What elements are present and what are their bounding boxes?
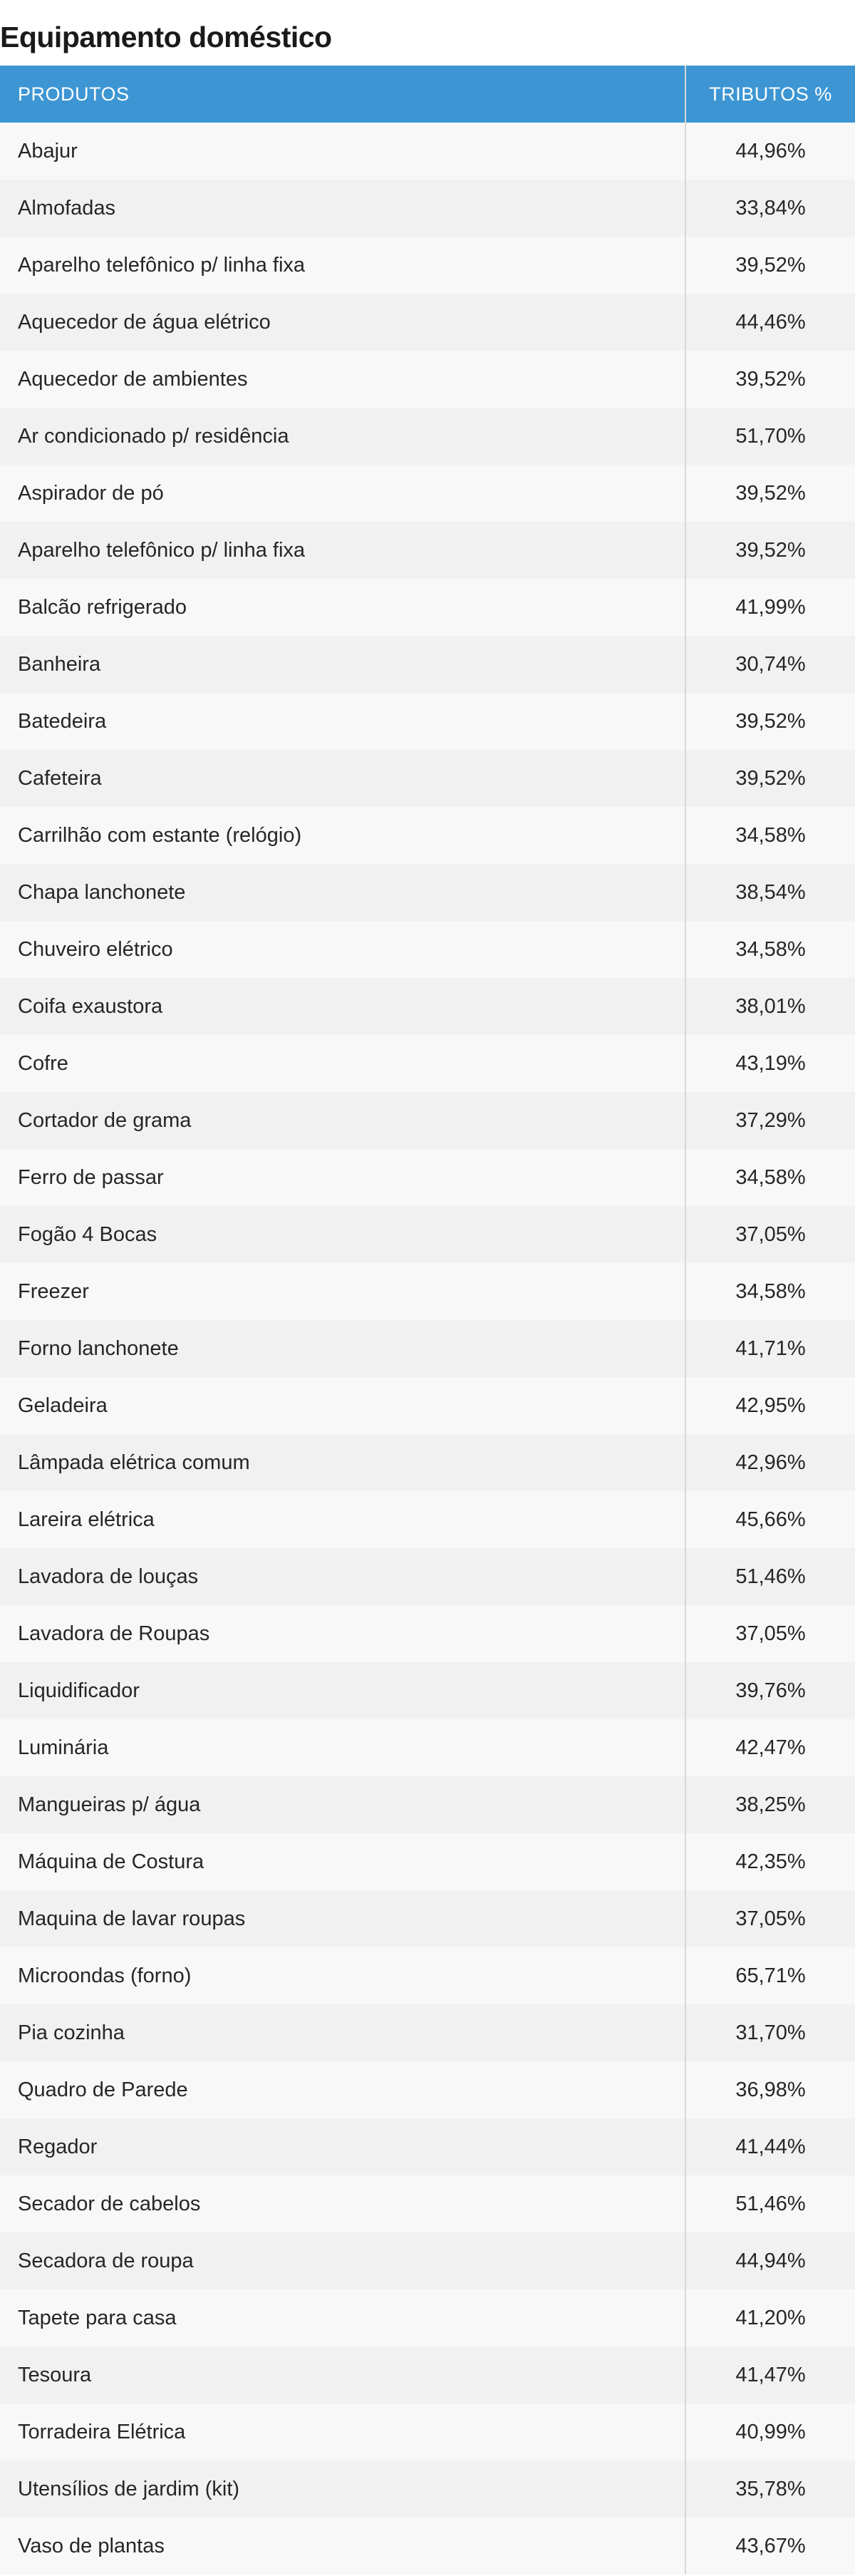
table-row [0,807,855,864]
product-name-cell: Cortador de grama [0,1092,685,1149]
column-header-products: PRODUTOS [0,66,685,123]
tax-percent-cell: 39,52% [735,766,806,790]
product-name-cell: Freezer [0,1263,685,1320]
tax-percent-cell: 37,05% [735,1622,806,1645]
product-name-cell: Cofre [0,1035,685,1092]
tax-percent-cell: 34,58% [735,1165,806,1189]
table-row [0,579,855,636]
table-row [0,921,855,978]
table-row [0,2346,855,2404]
tax-percent-cell: 42,35% [735,1850,806,1873]
table-row [0,1434,855,1491]
product-name-cell: Maquina de lavar roupas [0,1890,685,1947]
tax-percent-cell: 35,78% [735,2477,806,2500]
tax-percent-cell: 39,52% [735,481,806,505]
product-name-cell: Máquina de Costura [0,1833,685,1890]
table-row [0,2118,855,2175]
product-name-cell: Tesoura [0,2346,685,2404]
product-name-cell: Aparelho telefônico p/ linha fixa [0,522,685,579]
product-name-cell: Aquecedor de água elétrico [0,294,685,351]
tax-percent-cell: 34,58% [735,823,806,847]
product-name-cell: Geladeira [0,1377,685,1434]
table-row [0,1947,855,2004]
table-row [0,864,855,921]
tax-percent-cell: 44,46% [735,310,806,334]
table-row [0,1776,855,1833]
table-row [0,465,855,522]
table-row [0,2518,855,2575]
table-row [0,636,855,693]
table-row [0,1491,855,1548]
product-name-cell: Banheira [0,636,685,693]
table-row [0,1719,855,1776]
product-name-cell: Luminária [0,1719,685,1776]
product-name-cell: Quadro de Parede [0,2061,685,2118]
product-name-cell: Pia cozinha [0,2004,685,2061]
tax-percent-cell: 51,70% [735,424,806,448]
tax-percent-cell: 34,58% [735,937,806,961]
product-name-cell: Secadora de roupa [0,2232,685,2289]
page-title: Equipamento doméstico [0,21,332,53]
table-row [0,2404,855,2461]
product-name-cell: Batedeira [0,693,685,750]
header-row [0,66,855,123]
tax-percent-cell: 45,66% [735,1508,806,1531]
table-row [0,1320,855,1377]
tax-percent-cell: 43,19% [735,1051,806,1075]
table-row [0,294,855,351]
table-row [0,1662,855,1719]
product-name-cell: Almofadas [0,180,685,237]
product-name-cell: Ferro de passar [0,1149,685,1206]
tax-percent-cell: 31,70% [735,2021,806,2044]
product-name-cell: Lareira elétrica [0,1491,685,1548]
product-name-cell: Vaso de plantas [0,2518,685,2575]
tax-percent-cell: 39,52% [735,538,806,562]
tax-percent-cell: 41,99% [735,595,806,619]
product-name-cell: Mangueiras p/ água [0,1776,685,1833]
tax-percent-cell: 42,47% [735,1736,806,1759]
tax-percent-cell: 41,20% [735,2306,806,2329]
tax-percent-cell: 41,44% [735,2135,806,2158]
product-name-cell: Forno lanchonete [0,1320,685,1377]
table-row [0,2175,855,2232]
product-name-cell: Liquidificador [0,1662,685,1719]
table-row [0,1377,855,1434]
table-row [0,1149,855,1206]
product-name-cell: Torradeira Elétrica [0,2404,685,2461]
tax-percent-cell: 41,47% [735,2363,806,2386]
tax-percent-cell: 40,99% [735,2420,806,2443]
tax-percent-cell: 36,98% [735,2078,806,2101]
table-row [0,750,855,807]
product-name-cell: Abajur [0,123,685,180]
table-row [0,123,855,180]
table-row [0,522,855,579]
table-header [0,66,855,123]
product-name-cell: Lâmpada elétrica comum [0,1434,685,1491]
product-name-cell: Coifa exaustora [0,978,685,1035]
tax-percent-cell: 34,58% [735,1279,806,1303]
product-name-cell: Carrilhão com estante (relógio) [0,807,685,864]
table-row [0,1833,855,1890]
product-name-cell: Cafeteira [0,750,685,807]
tax-percent-cell: 44,96% [735,139,806,163]
product-name-cell: Chapa lanchonete [0,864,685,921]
tax-percent-cell: 37,05% [735,1222,806,1246]
product-name-cell: Ar condicionado p/ residência [0,408,685,465]
table-row [0,2232,855,2289]
tax-percent-cell: 37,29% [735,1108,806,1132]
tax-percent-cell: 41,71% [735,1336,806,1360]
table-row [0,180,855,237]
product-name-cell: Regador [0,2118,685,2175]
table-row [0,1263,855,1320]
tax-percent-cell: 42,95% [735,1393,806,1417]
tax-percent-cell: 65,71% [735,1964,806,1987]
product-name-cell: Utensílios de jardim (kit) [0,2461,685,2518]
table-row [0,237,855,294]
table-body [0,123,855,2575]
product-name-cell: Fogão 4 Bocas [0,1206,685,1263]
tax-percent-cell: 39,52% [735,367,806,391]
tax-percent-cell: 38,01% [735,994,806,1018]
product-name-cell: Microondas (forno) [0,1947,685,2004]
tax-percent-cell: 38,25% [735,1793,806,1816]
tax-percent-cell: 44,94% [735,2249,806,2272]
table-row [0,1548,855,1605]
table-row [0,693,855,750]
table-row [0,1890,855,1947]
tax-percent-cell: 33,84% [735,196,806,220]
product-name-cell: Aparelho telefônico p/ linha fixa [0,237,685,294]
table-row [0,2289,855,2346]
product-name-cell: Lavadora de Roupas [0,1605,685,1662]
tax-percent-cell: 37,05% [735,1907,806,1930]
table-row [0,351,855,408]
product-name-cell: Balcão refrigerado [0,579,685,636]
tax-percent-cell: 51,46% [735,2192,806,2215]
product-name-cell: Lavadora de louças [0,1548,685,1605]
tax-percent-cell: 38,54% [735,880,806,904]
table-row [0,2461,855,2518]
tax-percent-cell: 39,52% [735,709,806,733]
product-name-cell: Aquecedor de ambientes [0,351,685,408]
tax-percent-cell: 39,76% [735,1679,806,1702]
product-name-cell: Tapete para casa [0,2289,685,2346]
product-name-cell: Aspirador de pó [0,465,685,522]
tax-percent-cell: 51,46% [735,1565,806,1588]
column-header-taxes: TRIBUTOS % [709,83,832,105]
product-name-cell: Chuveiro elétrico [0,921,685,978]
table-row [0,408,855,465]
tax-percent-cell: 43,67% [735,2534,806,2557]
table-row [0,2061,855,2118]
tax-percent-cell: 42,96% [735,1451,806,1474]
table-row [0,1092,855,1149]
tax-percent-cell: 30,74% [735,652,806,676]
product-name-cell: Secador de cabelos [0,2175,685,2232]
table-row [0,2004,855,2061]
tax-percent-cell: 39,52% [735,253,806,277]
tax-table [0,66,855,2575]
table-row [0,978,855,1035]
table-row [0,1035,855,1092]
table-row [0,1605,855,1662]
table-row [0,1206,855,1263]
